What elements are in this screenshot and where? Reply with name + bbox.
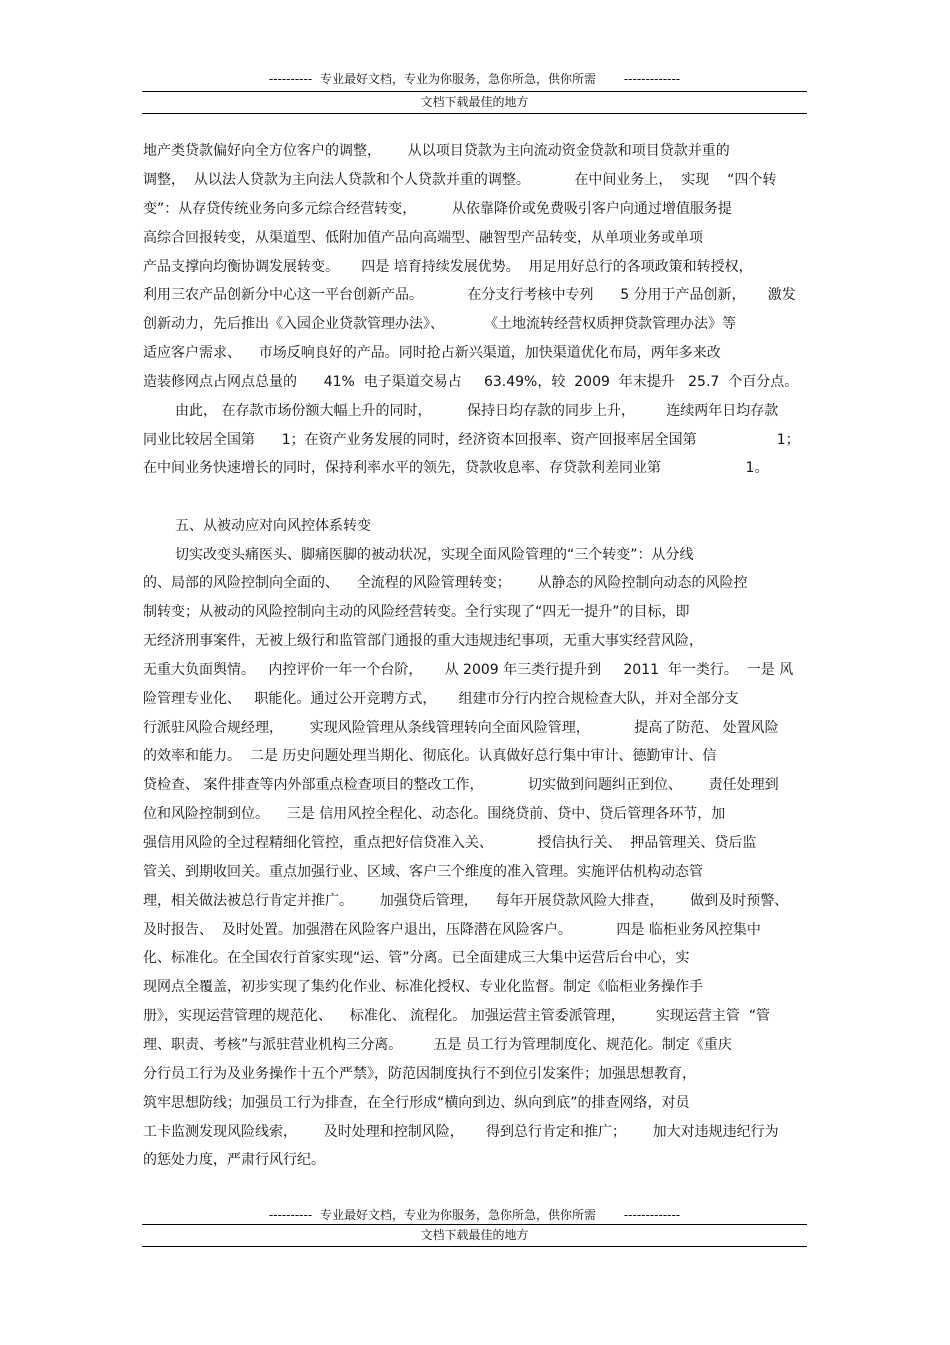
body-line: 制转变；从被动的风险控制向主动的风险经营转变。全行实现了“四无一提升”的目标，即 xyxy=(143,604,690,620)
body-line: 变”：从存贷传统业务向多元综合经营转变， 从依靠降价或免费吸引客户向通过增值服务提 xyxy=(143,201,732,217)
header-banner-right: ------------- xyxy=(623,72,681,86)
footer-rule-top xyxy=(142,1224,807,1225)
body-line: 理，相关做法被总行肯定并推广。 加强贷后管理， 每年开展贷款风险大排查， 做到及时预警、 xyxy=(143,893,789,909)
body-line: 册》，实现运营管理的规范化、 标准化、 流程化。 加强运营主管委派管理， 实现运营主管 “管 xyxy=(143,1008,771,1024)
body-line: 强信用风险的全过程精细化管控，重点把好信贷准入关、 授信执行关、 押品管理关、贷后监 xyxy=(143,835,757,851)
footer-banner-right: ------------- xyxy=(623,1208,681,1222)
body-line: 在中间业务快速增长的同时，保持利率水平的领先，贷款收息率、存贷款利差同业第 1。 xyxy=(143,460,769,476)
footer-banner-left: ---------- xyxy=(268,1208,313,1222)
body-line: 产品支撑向均衡协调发展转变。 四是 培育持续发展优势。 用足用好总行的各项政策和转授权， xyxy=(143,259,753,275)
body-line: 险管理专业化、 职能化。通过公开竞聘方式， 组建市分行内控合规检查大队，并对全部分支 xyxy=(143,691,739,707)
body-line: 筑牢思想防线；加强员工行为排查，在全行形成“横向到边、纵向到底”的排查网络，对员 xyxy=(143,1095,690,1111)
body-line: 及时报告、 及时处置。加强潜在风险客户退出，压降潜在风险客户。 四是 临柜业务风控集中 xyxy=(143,922,761,938)
body-line: 无重大负面舆情。 内控评价一年一个台阶， 从 2009 年三类行提升到 2011 年一类行。 一是 风 xyxy=(143,662,794,678)
body-line: 地产类贷款偏好向全方位客户的调整， 从以项目贷款为主向流动资金贷款和项目贷款并重的 xyxy=(143,143,730,159)
footer-banner xyxy=(142,1207,807,1223)
header-banner-text: 专业最好文档，专业为你服务，急你所急，供你所需 xyxy=(320,72,597,86)
body-line: 的、局部的风险控制向全面的、 全流程的风险管理转变； 从静态的风险控制向动态的风险控 xyxy=(143,575,748,591)
header-rule-top xyxy=(142,91,807,92)
body-line: 适应客户需求、 市场反响良好的产品。同时抢占新兴渠道，加快渠道优化布局，两年多来改 xyxy=(143,345,721,361)
body-line: 工卡监测发现风险线索， 及时处理和控制风险， 得到总行肯定和推广； 加大对违规违纪行为 xyxy=(143,1124,779,1140)
body-line: 贷检查、 案件排查等内外部重点检查项目的整改工作， 切实做到问题纠正到位、 责任处理到 xyxy=(143,777,779,793)
footer-banner-text: 专业最好文档，专业为你服务，急你所急，供你所需 xyxy=(320,1208,597,1222)
body-line: 理、职责、考核”与派驻营业机构三分离。 五是 员工行为管理制度化、规范化。制定《重庆 xyxy=(143,1037,732,1053)
section-heading: 五、从被动应对向风控体系转变 xyxy=(175,518,371,534)
body-line: 造装修网点占网点总量的 41% 电子渠道交易占 63.49%，较 2009 年末提升 25.7 个百分点。 xyxy=(143,374,799,390)
body-line: 无经济刑事案件，无被上级行和监管部门通报的重大违规违纪事项，无重大事实经营风险， xyxy=(143,633,703,649)
body-line: 现网点全覆盖，初步实现了集约化作业、标准化授权、专业化监督。制定《临柜业务操作手 xyxy=(143,979,703,995)
body-line: 切实改变头痛医头、脚痛医脚的被动状况，实现全面风险管理的“三个转变”：从分线 xyxy=(175,547,694,563)
body-line: 由此， 在存款市场份额大幅上升的同时， 保持日均存款的同步上升， 连续两年日均存款 xyxy=(175,403,779,419)
header-banner-left: ---------- xyxy=(268,72,313,86)
body-line: 化、标准化。在全国农行首家实现“运、管”分离。已全面建成三大集中运营后台中心，实 xyxy=(143,950,690,966)
body-line: 调整， 从以法人贷款为主向法人贷款和个人贷款并重的调整。 在中间业务上， 实现 “四个转 xyxy=(143,172,777,188)
body-line: 创新动力，先后推出《入园企业贷款管理办法》、 《土地流转经营权质押贷款管理办法》等 xyxy=(143,316,737,332)
body-line: 高综合回报转变，从渠道型、低附加值产品向高端型、融智型产品转变，从单项业务或单项 xyxy=(143,230,703,246)
body-line: 行派驻风险合规经理， 实现风险管理从条线管理转向全面风险管理， 提高了防范、 处置风险 xyxy=(143,720,779,736)
body-line: 利用三农产品创新分中心这一平台创新产品。 在分支行考核中专列 5 分用于产品创新， 激发 xyxy=(143,287,796,303)
header-banner xyxy=(142,71,807,87)
footer-subtitle: 文档下载最佳的地方 xyxy=(420,1228,529,1242)
body-line: 分行员工行为及业务操作十五个严禁》，防范因制度执行不到位引发案件；加强思想教育， xyxy=(143,1066,696,1082)
body-line: 同业比较居全国第 1；在资产业务发展的同时，经济资本回报率、资产回报率居全国第 1； xyxy=(143,432,800,448)
header-subtitle: 文档下载最佳的地方 xyxy=(420,95,529,109)
body-line: 的惩处力度，严肃行风行纪。 xyxy=(143,1152,325,1168)
body-line: 管关、到期收回关。重点加强行业、区域、客户三个维度的准入管理。实施评估机构动态管 xyxy=(143,864,703,880)
header-rule-bottom xyxy=(142,113,807,114)
footer-rule-bottom xyxy=(142,1246,807,1247)
body-line: 的效率和能力。 二是 历史问题处理当期化、彻底化。认真做好总行集中审计、德勤审计、信 xyxy=(143,748,717,764)
body-line: 位和风险控制到位。 三是 信用风控全程化、动态化。围绕贷前、贷中、贷后管理各环节，加 xyxy=(143,806,726,822)
